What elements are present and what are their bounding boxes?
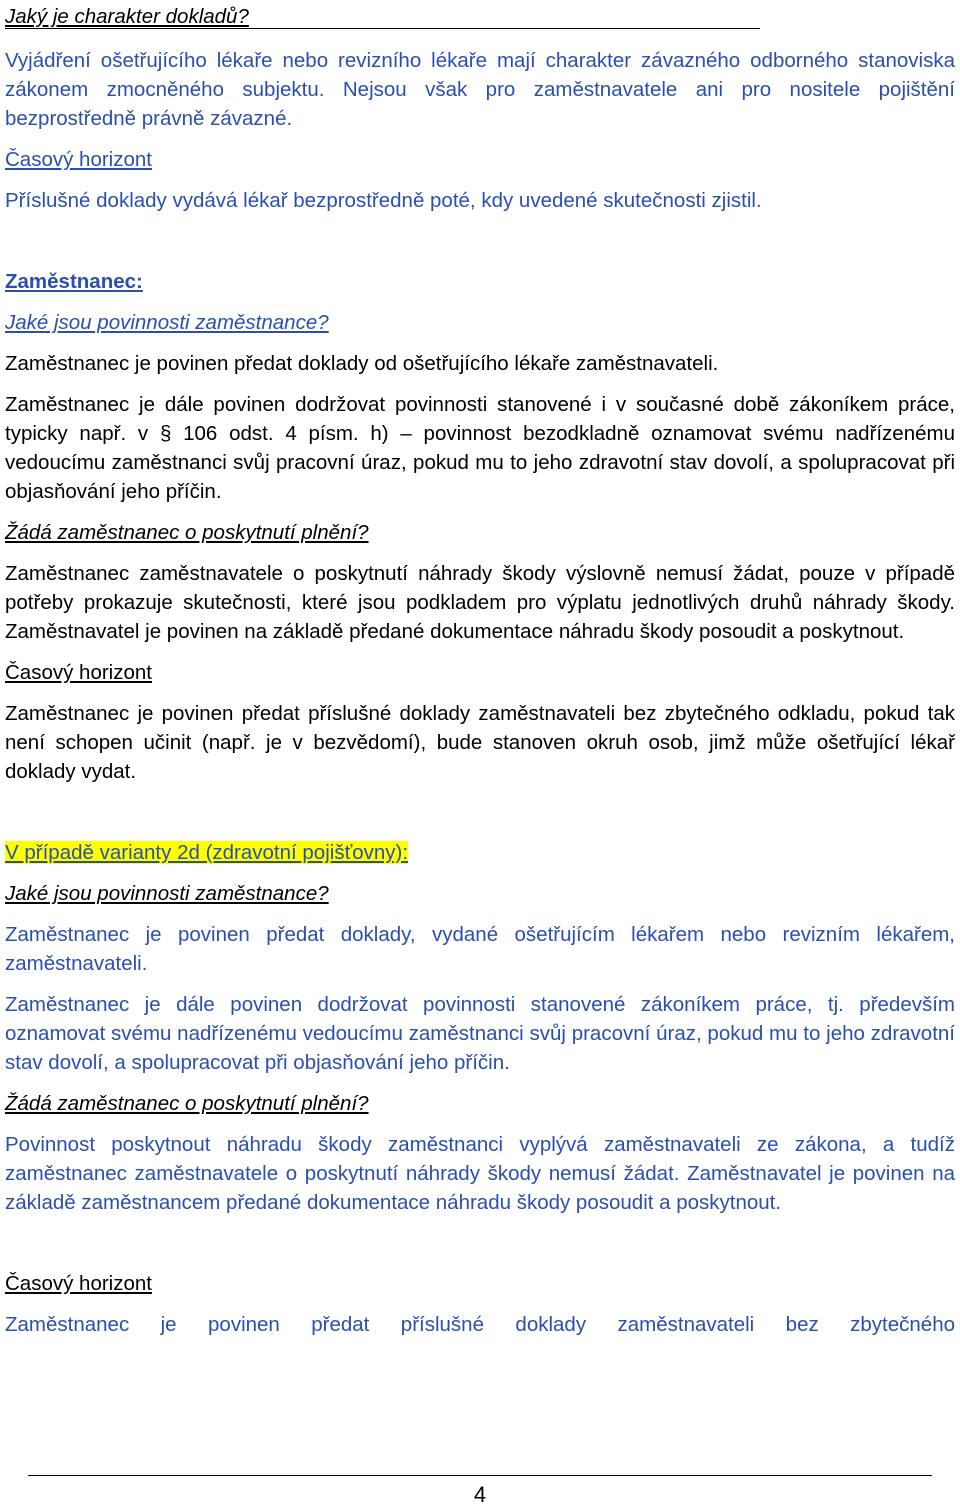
heading-zamestnanec: Zaměstnanec: [5, 270, 143, 293]
heading-casovy-horizont-1: Časový horizont [5, 148, 152, 171]
question-povinnosti-1: Jaké jsou povinnosti zaměstnance? [5, 311, 329, 334]
paragraph-zada-1: Zaměstnanec zaměstnavatele o poskytnutí náhrady škody výslovně nemusí žádat, pouze v případě potřeby prokazuje skutečnosti, které jsou podkladem pro výplatu jednotlivých druhů náhrady škody. Zaměstnavatel je povinen na základě předané dokumentace náhradu škody posoudit a poskytnout. [5, 562, 955, 643]
paragraph-povinnosti-1a: Zaměstnanec je povinen předat doklady od ošetřujícího lékaře zaměstnavateli. [5, 352, 719, 375]
paragraph-povinnosti-1b: Zaměstnanec je dále povinen dodržovat povinnosti stanovené i v současné době zákoníkem práce, typicky např. v § 106 odst. 4 písm. h) – povinnost bezodkladně oznamovat svému nadřízenému vedoucímu zaměstnanci svůj pracovní úraz, pokud mu to jeho zdravotní stav dovolí, a spolupracovat při objasňování jeho příčin. [5, 393, 955, 503]
heading-varianta-2d-text: V případě varianty 2d (zdravotní pojišťovny): [5, 841, 409, 864]
paragraph-casovy-2: Zaměstnanec je povinen předat příslušné doklady zaměstnavateli bez zbytečného odkladu, pokud tak není schopen učinit (např. je v bezvědomí), bude stanoven okruh osob, jimž může ošetřující lékař doklady vydat. [5, 702, 955, 783]
paragraph-casovy-1: Příslušné doklady vydává lékař bezprostředně poté, kdy uvedené skutečnosti zjistil. [5, 189, 762, 212]
heading-casovy-horizont-2: Časový horizont [5, 661, 152, 684]
footer-divider [28, 1475, 932, 1476]
paragraph-zada-2: Povinnost poskytnout náhradu škody zaměstnanci vyplývá zaměstnavateli ze zákona, a tudíž zaměstnanec zaměstnavatele o poskytnutí náhrady škody nemusí žádat. Zaměstnavatel je povinen na základě zaměstnancem předané dokumentace náhradu škody posoudit a poskytnout. [5, 1133, 955, 1214]
question-zada-2: Žádá zaměstnanec o poskytnutí plnění? [5, 1092, 369, 1115]
document-page [5, 0, 955, 1339]
question-povinnosti-2: Jaké jsou povinnosti zaměstnance? [5, 882, 329, 905]
question-charakter [5, 2, 955, 31]
question-zada-1: Žádá zaměstnanec o poskytnutí plnění? [5, 521, 369, 544]
paragraph-casovy-3: Zaměstnanec je povinen předat příslušné doklady zaměstnavateli bez zbytečného [5, 1313, 955, 1336]
heading-varianta-2d [5, 838, 955, 867]
paragraph-charakter: Vyjádření ošetřujícího lékaře nebo revizního lékaře mají charakter závazného odborného stanoviska zákonem zmocněného subjektu. Nejsou však pro zaměstnavatele ani pro nositele pojištění bezprostředně právně závazné. [5, 49, 955, 130]
paragraph-povinnosti-2b: Zaměstnanec je dále povinen dodržovat povinnosti stanovené zákoníkem práce, tj. především oznamovat svému nadřízenému vedoucímu zaměstnanci svůj pracovní úraz, pokud mu to jeho zdravotní stav dovolí, a spolupracovat při objasňování jeho příčin. [5, 993, 955, 1074]
paragraph-povinnosti-2a: Zaměstnanec je povinen předat doklady, vydané ošetřujícím lékařem nebo revizním lékařem, zaměstnavateli. [5, 923, 955, 975]
page-number: 4 [473, 1482, 487, 1507]
question-charakter-text: Jaký je charakter dokladů? [5, 6, 760, 29]
heading-casovy-horizont-3: Časový horizont [5, 1272, 152, 1295]
